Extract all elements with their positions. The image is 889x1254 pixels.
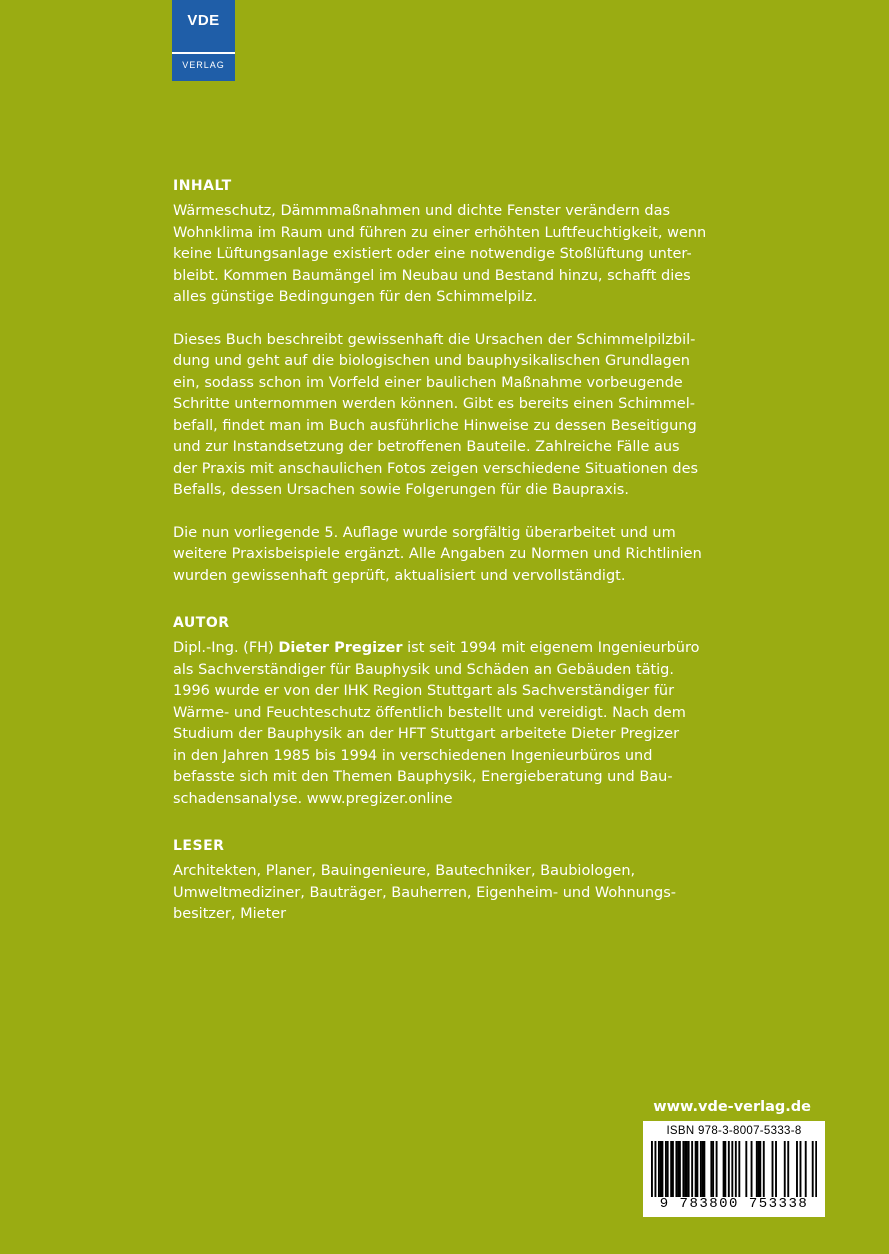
barcode-bar <box>675 1141 677 1197</box>
barcode-bar <box>796 1141 798 1197</box>
barcode-bar <box>670 1141 672 1197</box>
barcode-bar <box>731 1141 733 1197</box>
barcode-bar <box>815 1141 817 1197</box>
barcode-bar <box>672 1141 674 1197</box>
barcode-bar <box>751 1141 753 1197</box>
isbn-barcode <box>643 1121 825 1217</box>
barcode-bar <box>787 1141 789 1197</box>
barcode-bar <box>812 1141 814 1197</box>
barcode-bar <box>716 1141 718 1197</box>
barcode-bar <box>756 1141 758 1197</box>
heading-autor: AUTOR <box>173 615 230 631</box>
isbn-label: ISBN 978-3-8007-5333-8 <box>666 1125 802 1137</box>
barcode-bar <box>696 1141 698 1197</box>
barcode-bar <box>800 1141 802 1197</box>
barcode-bar <box>660 1141 662 1197</box>
ean-digits: 9 783800 753338 <box>659 1196 809 1212</box>
barcode-bar <box>738 1141 740 1197</box>
autor-paragraph <box>173 638 733 810</box>
heading-leser: LESER <box>173 838 225 854</box>
heading-inhalt: INHALT <box>173 178 232 194</box>
barcode-bar <box>665 1141 667 1197</box>
barcode-bar <box>745 1141 747 1197</box>
barcode-bar <box>688 1141 690 1197</box>
section-autor <box>173 613 733 810</box>
barcode-bar <box>661 1141 663 1197</box>
leser-paragraph: Architekten, Planer, Bauingenieure, Bautechniker, Baubiologen, Umweltmediziner, Bauträger, Bauherren, Eigenheim- und Wohnungs- besitzer, Mieter <box>173 863 677 922</box>
barcode-bar <box>679 1141 681 1197</box>
autor-text: ist seit 1994 mit eigenem Ingenieurbüro als Sachverständiger für Bauphysik und Schäden an Gebäuden tätig. 1996 wurde er von der IHK Region Stuttgart als Sachverständiger für Wärme- und Feuchteschutz öffentlich bestellt und vereidigt. Nach dem Studium der Bauphysik an der HFT Stuttgart arbeitete Dieter Pregizer in den Jahren 1985 bis 1994 in verschiedenen Ingenieurbüros und befasste sich mit den Themen Bauphysik, Energieberatung und Bau- schadensanalyse. www.pregizer.online <box>173 640 700 807</box>
barcode-bar <box>700 1141 702 1197</box>
barcode-bar <box>682 1141 684 1197</box>
logo-divider <box>172 52 235 54</box>
barcode-bar <box>805 1141 807 1197</box>
barcode-bar <box>651 1141 653 1197</box>
barcode-bar <box>695 1141 697 1197</box>
autor-prefix: Dipl.-Ing. (FH) <box>173 640 279 656</box>
autor-name: Dieter Pregizer <box>278 640 403 656</box>
barcode-bar <box>658 1141 660 1197</box>
barcode-bar <box>724 1141 726 1197</box>
inhalt-paragraph-3: Die nun vorliegende 5. Auflage wurde sorgfältig überarbeitet und um weitere Praxisbeispiele ergänzt. Alle Angaben zu Normen und Richtlinien wurden gewissenhaft geprüft, aktualisiert und vervollständigt. <box>173 524 702 584</box>
section-leser <box>173 836 733 926</box>
publisher-url: www.vde-verlag.de <box>653 1099 811 1115</box>
logo-main-text: VDE <box>187 12 220 29</box>
barcode-bar <box>654 1141 656 1197</box>
barcode-bar <box>723 1141 725 1197</box>
barcode-bar <box>684 1141 686 1197</box>
barcode-bar <box>775 1141 777 1197</box>
barcode-bar <box>703 1141 705 1197</box>
vde-verlag-logo <box>172 0 235 81</box>
barcode-bar <box>702 1141 704 1197</box>
barcode-bar <box>772 1141 774 1197</box>
logo-sub-text: VERLAG <box>182 60 225 70</box>
barcode-bars <box>651 1141 817 1197</box>
barcode-bar <box>759 1141 761 1197</box>
barcode-bar <box>758 1141 760 1197</box>
barcode-bar <box>712 1141 714 1197</box>
barcode-bar <box>784 1141 786 1197</box>
barcode-bar <box>686 1141 688 1197</box>
barcode-bar <box>677 1141 679 1197</box>
inhalt-paragraph-1: Wärmeschutz, Dämmmaßnahmen und dichte Fenster verändern das Wohnklima im Raum und führen zu einer erhöhten Luftfeuchtigkeit, wenn keine Lüftungsanlage existiert oder eine notwendige Stoßlüftung unter- bleibt. Kommen Baumängel im Neubau und Bestand hinzu, schafft dies alles günstige Bedingungen für den Schimmelpilz. <box>173 203 707 305</box>
barcode-bar <box>710 1141 712 1197</box>
section-inhalt <box>173 176 733 587</box>
barcode-bar <box>691 1141 693 1197</box>
inhalt-paragraph-2: Dieses Buch beschreibt gewissenhaft die Ursachen der Schimmelpilzbil- dung und geht auf die biologischen und bauphysikalischen Grundlagen ein, sodass schon im Vorfeld einer baulichen Maßnahme vorbeugende Schritte unternommen werden können. Gibt es bereits einen Schimmel- befall, findet man im Buch ausführliche Hinweise zu dessen Beseitigung und zur Instandsetzung der betroffenen Bauteile. Zahlreiche Fälle aus der Praxis mit anschaulichen Fotos zeigen verschiedene Situationen des Befalls, dessen Ursachen sowie Folgerungen für die Baupraxis. <box>173 331 699 498</box>
barcode-bar <box>728 1141 730 1197</box>
barcode-bar <box>667 1141 669 1197</box>
back-cover-content <box>173 176 733 926</box>
barcode-bar <box>735 1141 737 1197</box>
barcode-bar <box>763 1141 765 1197</box>
